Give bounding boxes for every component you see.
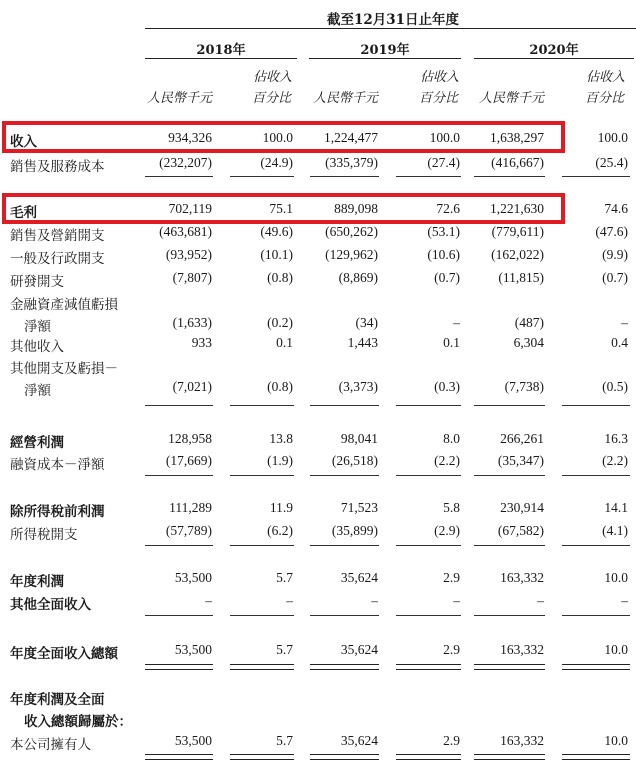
row-value: (27.4) bbox=[427, 155, 460, 170]
row-label: 經營利潤 bbox=[10, 435, 64, 451]
row-label: 研發開支 bbox=[10, 274, 64, 290]
year-2020: 2020年 bbox=[529, 43, 579, 58]
subtotal-rule bbox=[474, 475, 545, 476]
row-value: 2.9 bbox=[443, 570, 460, 585]
amount-header-2019: 人民幣千元 bbox=[312, 91, 378, 106]
row-value: 702,119 bbox=[168, 201, 212, 216]
subtotal-rule bbox=[310, 615, 379, 616]
row-value: 72.6 bbox=[436, 201, 460, 216]
row-label: 毛利 bbox=[10, 205, 37, 221]
pct-header-2019-line1: 佔收入 bbox=[420, 70, 460, 85]
total-double-rule bbox=[145, 664, 213, 670]
subtotal-rule bbox=[145, 615, 213, 616]
row-value: (487) bbox=[514, 315, 544, 330]
row-label: 銷售及營銷開支 bbox=[10, 228, 105, 244]
row-value: (7,021) bbox=[172, 379, 212, 394]
pct-header-2020-line1: 佔收入 bbox=[586, 70, 626, 85]
row-value: (47.6) bbox=[595, 224, 628, 239]
year-rule-2020 bbox=[474, 58, 634, 59]
row-value: – bbox=[453, 593, 460, 608]
row-value: (11,815) bbox=[498, 270, 544, 285]
row-value: 53,500 bbox=[174, 570, 212, 585]
row-value: 934,326 bbox=[168, 130, 212, 145]
row-value: 230,914 bbox=[500, 500, 544, 515]
subtotal-rule bbox=[145, 545, 213, 546]
row-value: 14.1 bbox=[604, 500, 628, 515]
row-value: (0.8) bbox=[267, 270, 293, 285]
row-value: 0.1 bbox=[443, 335, 460, 350]
row-value: (0.2) bbox=[267, 315, 293, 330]
subtotal-rule bbox=[562, 405, 630, 406]
row-value: 71,523 bbox=[340, 500, 378, 515]
row-value: 2.9 bbox=[443, 642, 460, 657]
subtotal-rule bbox=[230, 545, 294, 546]
row-value: 11.9 bbox=[269, 500, 293, 515]
row-value: (7,738) bbox=[504, 379, 544, 394]
row-value: (9.9) bbox=[602, 247, 628, 262]
row-value: (8,869) bbox=[338, 270, 378, 285]
final-double-rule bbox=[230, 754, 294, 760]
row-label: 融資成本－淨額 bbox=[10, 457, 105, 473]
row-value: (4.1) bbox=[602, 523, 628, 538]
total-double-rule bbox=[474, 664, 545, 670]
row-label-continued: 淨額 bbox=[24, 319, 51, 335]
row-value: 100.0 bbox=[597, 130, 628, 145]
row-value: 0.1 bbox=[276, 335, 293, 350]
row-value: 889,098 bbox=[334, 201, 378, 216]
subtotal-rule bbox=[230, 405, 294, 406]
row-label: 其他全面收入 bbox=[10, 597, 91, 613]
subtotal-rule bbox=[474, 615, 545, 616]
row-value: (17,669) bbox=[165, 453, 212, 468]
row-value: – bbox=[621, 593, 628, 608]
row-label-continued: 淨額 bbox=[24, 383, 51, 399]
row-value: (779,611) bbox=[491, 224, 544, 239]
amount-header-2020: 人民幣千元 bbox=[478, 91, 544, 106]
row-label-continued: 收入總額歸屬於： bbox=[24, 714, 132, 730]
row-value: (34) bbox=[355, 315, 378, 330]
row-value: (2.9) bbox=[434, 523, 460, 538]
subtotal-rule bbox=[396, 615, 461, 616]
row-value: (67,582) bbox=[497, 523, 544, 538]
subtotal-rule bbox=[562, 615, 630, 616]
row-value: (35,899) bbox=[331, 523, 378, 538]
row-value: 933 bbox=[191, 335, 212, 350]
final-double-rule bbox=[145, 754, 213, 760]
total-double-rule bbox=[396, 664, 461, 670]
subtotal-rule bbox=[310, 545, 379, 546]
subtotal-rule bbox=[310, 475, 379, 476]
row-value: (2.2) bbox=[602, 453, 628, 468]
subtotal-rule bbox=[310, 176, 379, 177]
row-label: 年度利潤及全面 bbox=[10, 692, 105, 708]
row-value: (24.9) bbox=[260, 155, 293, 170]
subtotal-rule bbox=[474, 405, 545, 406]
row-value: 0.4 bbox=[611, 335, 628, 350]
row-value: 5.8 bbox=[443, 500, 460, 515]
row-value: (57,789) bbox=[165, 523, 212, 538]
row-value: (35,347) bbox=[497, 453, 544, 468]
row-value: 53,500 bbox=[174, 642, 212, 657]
row-value: 163,332 bbox=[500, 642, 544, 657]
year-2019: 2019年 bbox=[360, 43, 410, 58]
row-value: (335,379) bbox=[325, 155, 378, 170]
year-rule-2018 bbox=[145, 58, 297, 59]
subtotal-rule bbox=[562, 176, 630, 177]
subtotal-rule bbox=[145, 176, 213, 177]
row-label: 銷售及服務成本 bbox=[10, 159, 105, 175]
row-value: (10.1) bbox=[260, 247, 293, 262]
row-value: – bbox=[621, 315, 628, 330]
row-value: (10.6) bbox=[427, 247, 460, 262]
pct-header-2018-line2: 百分比 bbox=[251, 91, 291, 106]
row-value: (1,633) bbox=[172, 315, 212, 330]
final-double-rule bbox=[474, 754, 545, 760]
year-2018: 2018年 bbox=[196, 43, 246, 58]
row-value: 5.7 bbox=[276, 733, 293, 748]
subtotal-rule bbox=[145, 405, 213, 406]
subtotal-rule bbox=[396, 405, 461, 406]
subtotal-rule bbox=[230, 475, 294, 476]
total-double-rule bbox=[310, 664, 379, 670]
row-label: 金融資產減值虧損 bbox=[10, 297, 118, 313]
subtotal-rule bbox=[310, 405, 379, 406]
amount-header-2018: 人民幣千元 bbox=[146, 91, 212, 106]
row-value: – bbox=[537, 593, 544, 608]
row-value: 35,624 bbox=[340, 733, 378, 748]
row-value: (0.7) bbox=[434, 270, 460, 285]
row-value: 100.0 bbox=[429, 130, 460, 145]
subtotal-rule bbox=[396, 475, 461, 476]
row-value: 100.0 bbox=[262, 130, 293, 145]
row-label: 一般及行政開支 bbox=[10, 251, 105, 267]
row-value: (463,681) bbox=[159, 224, 212, 239]
row-value: (1.9) bbox=[267, 453, 293, 468]
row-value: – bbox=[205, 593, 212, 608]
pct-header-2019-line2: 百分比 bbox=[418, 91, 458, 106]
subtotal-rule bbox=[396, 176, 461, 177]
row-value: 35,624 bbox=[340, 642, 378, 657]
subtotal-rule bbox=[230, 615, 294, 616]
row-value: 35,624 bbox=[340, 570, 378, 585]
header-rule bbox=[145, 28, 636, 29]
subtotal-rule bbox=[145, 475, 213, 476]
row-value: 16.3 bbox=[604, 431, 628, 446]
row-value: (3,373) bbox=[338, 379, 378, 394]
row-value: (2.2) bbox=[434, 453, 460, 468]
subtotal-rule bbox=[562, 475, 630, 476]
revenue-highlight-box bbox=[2, 121, 565, 153]
pct-header-2020-line2: 百分比 bbox=[584, 91, 624, 106]
total-double-rule bbox=[230, 664, 294, 670]
row-value: (129,962) bbox=[325, 247, 378, 262]
row-value: (0.3) bbox=[434, 379, 460, 394]
gross-profit-highlight-box bbox=[2, 193, 565, 224]
year-rule-2019 bbox=[309, 58, 461, 59]
row-value: (7,807) bbox=[172, 270, 212, 285]
row-value: (0.5) bbox=[602, 379, 628, 394]
row-value: 1,638,297 bbox=[490, 130, 544, 145]
row-value: 98,041 bbox=[340, 431, 378, 446]
row-value: 53,500 bbox=[174, 733, 212, 748]
row-value: 266,261 bbox=[500, 431, 544, 446]
row-value: 10.0 bbox=[604, 733, 628, 748]
row-value: (49.6) bbox=[260, 224, 293, 239]
subtotal-rule bbox=[230, 176, 294, 177]
row-value: 6,304 bbox=[513, 335, 544, 350]
subtotal-rule bbox=[474, 176, 545, 177]
final-double-rule bbox=[562, 754, 630, 760]
row-value: 1,443 bbox=[347, 335, 378, 350]
row-value: 128,958 bbox=[168, 431, 212, 446]
row-value: (0.7) bbox=[602, 270, 628, 285]
row-value: (53.1) bbox=[427, 224, 460, 239]
subtotal-rule bbox=[396, 545, 461, 546]
row-value: – bbox=[371, 593, 378, 608]
row-value: 10.0 bbox=[604, 642, 628, 657]
row-value: (162,022) bbox=[491, 247, 544, 262]
row-value: (232,207) bbox=[159, 155, 212, 170]
row-label: 除所得稅前利潤 bbox=[10, 504, 105, 520]
row-value: 5.7 bbox=[276, 570, 293, 585]
row-value: 5.7 bbox=[276, 642, 293, 657]
row-value: 13.8 bbox=[269, 431, 293, 446]
final-double-rule bbox=[310, 754, 379, 760]
row-value: 163,332 bbox=[500, 570, 544, 585]
row-label: 年度利潤 bbox=[10, 574, 64, 590]
row-value: (416,667) bbox=[491, 155, 544, 170]
row-label: 年度全面收入總額 bbox=[10, 646, 118, 662]
row-label: 本公司擁有人 bbox=[10, 737, 91, 753]
row-value: 74.6 bbox=[604, 201, 628, 216]
row-value: 1,224,477 bbox=[324, 130, 378, 145]
period-header: 截至12月31日止年度 bbox=[326, 12, 460, 28]
row-label: 其他收入 bbox=[10, 339, 64, 355]
row-value: (93,952) bbox=[165, 247, 212, 262]
subtotal-rule bbox=[474, 545, 545, 546]
row-value: (650,262) bbox=[325, 224, 378, 239]
row-label: 收入 bbox=[10, 134, 37, 150]
row-value: (25.4) bbox=[595, 155, 628, 170]
subtotal-rule bbox=[562, 545, 630, 546]
row-value: 2.9 bbox=[443, 733, 460, 748]
row-value: 111,289 bbox=[169, 500, 212, 515]
row-value: (6.2) bbox=[267, 523, 293, 538]
row-value: – bbox=[286, 593, 293, 608]
row-label: 所得稅開支 bbox=[10, 527, 78, 543]
row-value: 163,332 bbox=[500, 733, 544, 748]
row-value: 75.1 bbox=[269, 201, 293, 216]
row-value: (26,518) bbox=[331, 453, 378, 468]
final-double-rule bbox=[396, 754, 461, 760]
pct-header-2018-line1: 佔收入 bbox=[253, 70, 293, 85]
row-value: 10.0 bbox=[604, 570, 628, 585]
total-double-rule bbox=[562, 664, 630, 670]
row-value: – bbox=[453, 315, 460, 330]
row-label: 其他開支及虧損－ bbox=[10, 361, 118, 377]
row-value: 8.0 bbox=[443, 431, 460, 446]
row-value: (0.8) bbox=[267, 379, 293, 394]
row-value: 1,221,630 bbox=[490, 201, 544, 216]
